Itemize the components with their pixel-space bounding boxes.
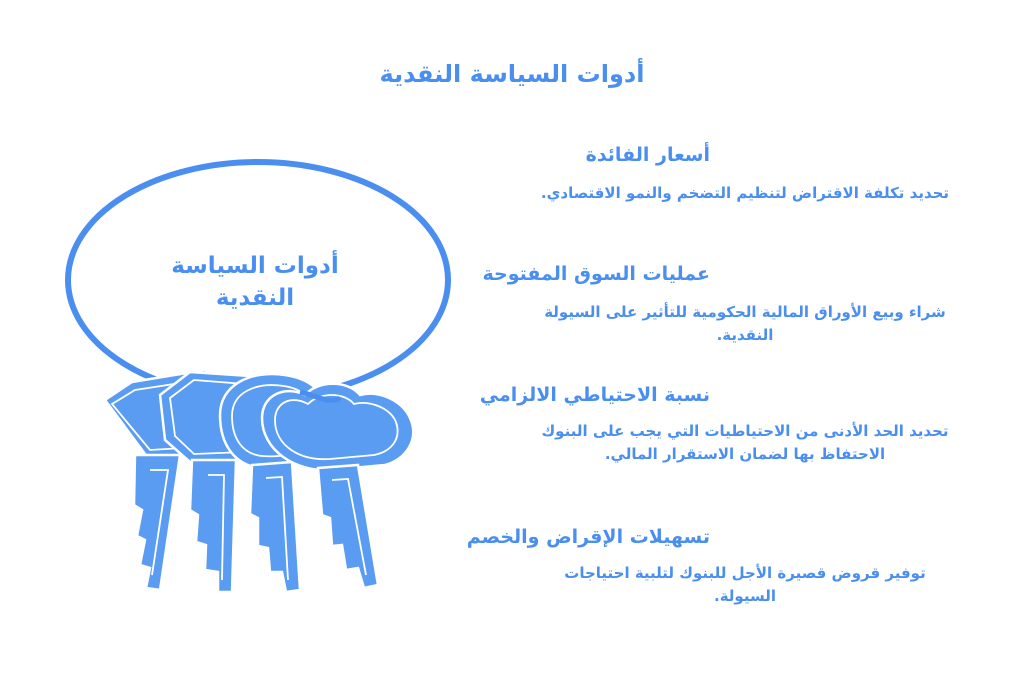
tool-description: تحديد الحد الأدنى من الاحتياطيات التي يجب على البنوك الاحتفاظ بها لضمان الاستقرار المالي. bbox=[541, 422, 949, 463]
tool-description: شراء وبيع الأوراق المالية الحكومية للتأثير على السيولة النقدية. bbox=[544, 303, 946, 344]
tool-title: عمليات السوق المفتوحة bbox=[482, 263, 710, 285]
tool-description: توفير قروض قصيرة الأجل للبنوك لتلبية احتياجات السيولة. bbox=[564, 564, 926, 605]
tool-title: تسهيلات الإقراض والخصم bbox=[466, 526, 710, 548]
tool-title: نسبة الاحتياطي الالزامي bbox=[479, 384, 710, 406]
page-title: أدوات السياسة النقدية bbox=[379, 60, 645, 88]
tool-title: أسعار الفائدة bbox=[585, 144, 710, 166]
tool-description: تحديد تكلفة الاقتراض لتنظيم التضخم والنمو الاقتصادي. bbox=[540, 184, 950, 202]
ring-label: أدوات السياسة النقدية bbox=[171, 253, 339, 311]
